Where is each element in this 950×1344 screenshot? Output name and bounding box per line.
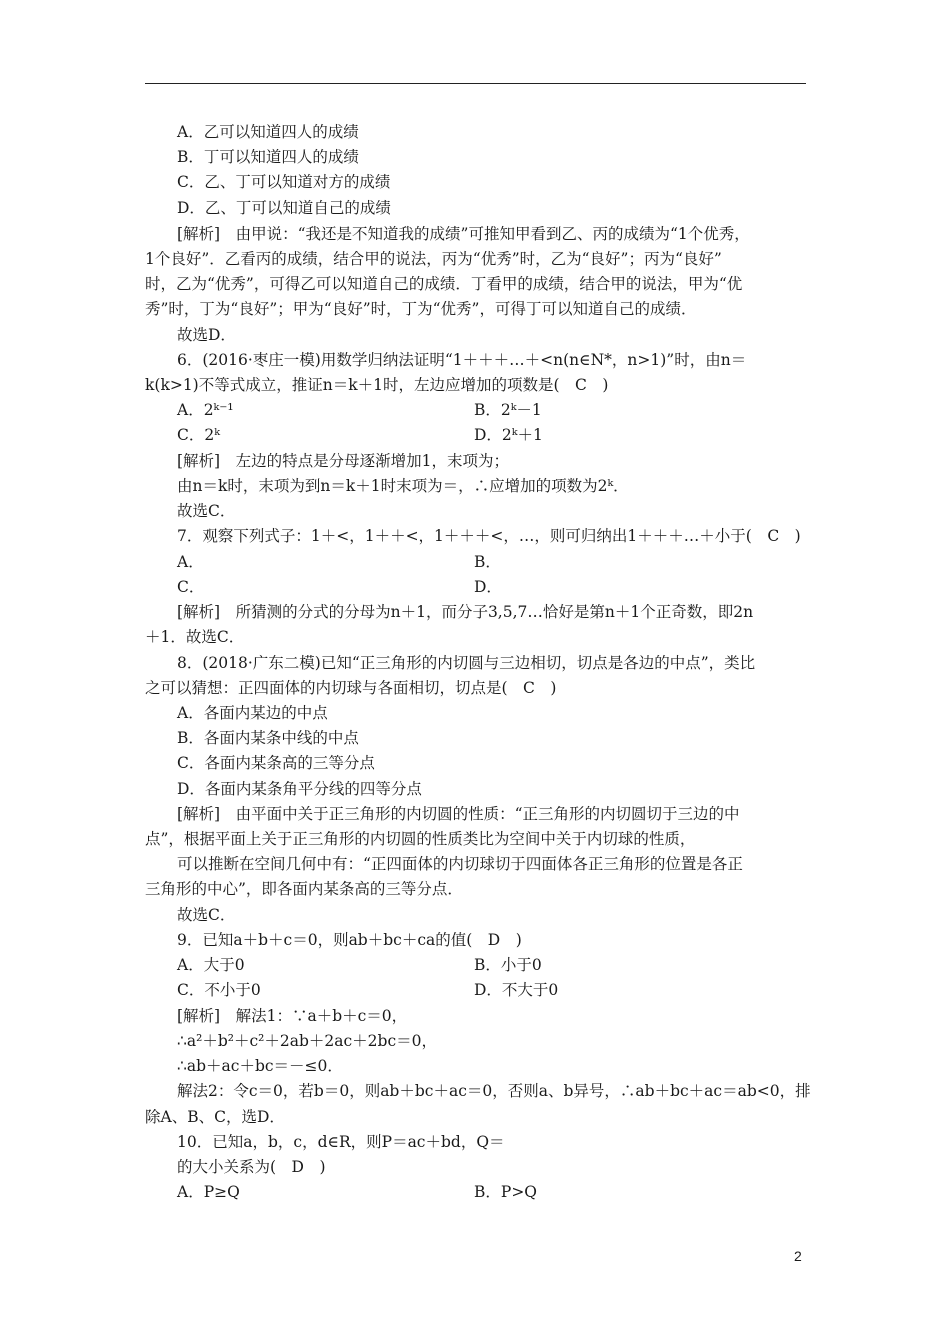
text-line: B． [474, 553, 501, 571]
text-line: [解析] 解法1：∵a＋b＋c＝0， [177, 1007, 408, 1025]
text-line: C．不小于0 [177, 981, 261, 999]
text-line: 1个良好”．乙看丙的成绩，结合甲的说法，丙为“优秀”时，乙为“良好”；丙为“良好” [145, 250, 722, 268]
text-line: 7．观察下列式子：1＋<，1＋＋<，1＋＋＋<，…，则可归纳出1＋＋＋…＋小于( C ) [177, 527, 801, 545]
text-line: A．2ᵏ⁻¹ [177, 401, 234, 419]
text-line: 三角形的中心”，即各面内某条高的三等分点． [145, 880, 463, 898]
text-line: D． [474, 578, 502, 596]
text-line: D．不大于0 [474, 981, 559, 999]
text-line: k(k>1)不等式成立，推证n＝k＋1时，左边应增加的项数是( C ) [145, 376, 609, 394]
text-line: A．P≥Q [177, 1183, 240, 1201]
text-line: C．2ᵏ [177, 426, 220, 444]
text-line: [解析] 由甲说：“我还是不知道我的成绩”可推知甲看到乙、丙的成绩为“1个优秀， [177, 225, 750, 243]
text-line: 解法2：令c＝0，若b＝0，则ab＋bc＋ac＝0，否则a、b异号，∴ab＋bc＋ac＝ab<0，排 [177, 1082, 811, 1100]
text-line: B．丁可以知道四人的成绩 [177, 148, 359, 166]
text-line: [解析] 所猜测的分式的分母为n＋1，而分子3,5,7…恰好是第n＋1个正奇数，即2n [177, 603, 754, 621]
text-line: A．各面内某边的中点 [177, 704, 328, 722]
text-line: 可以推断在空间几何中有：“正四面体的内切球切于四面体各正三角形的位置是各正 [177, 855, 743, 873]
text-line: D．2ᵏ＋1 [474, 426, 543, 444]
text-line: C． [177, 578, 205, 596]
text-line: 故选C． [177, 502, 236, 520]
text-line: ＋1．故选C． [145, 628, 245, 646]
text-line: 故选D． [177, 326, 236, 344]
text-line: B．2ᵏ－1 [474, 401, 542, 419]
text-line: 点”，根据平面上关于正三角形的内切圆的性质类比为空间中关于内切球的性质， [145, 830, 696, 848]
text-line: D．各面内某条角平分线的四等分点 [177, 780, 422, 798]
text-line: 8．(2018·广东二模)已知“正三角形的内切圆与三边相切，切点是各边的中点”，类比 [177, 654, 756, 672]
text-line: 之可以猜想：正四面体的内切球与各面相切，切点是( C ) [145, 679, 557, 697]
text-line: A．乙可以知道四人的成绩 [177, 123, 359, 141]
text-line: D．乙、丁可以知道自己的成绩 [177, 199, 391, 217]
text-line: C．各面内某条高的三等分点 [177, 754, 375, 772]
text-line: ∴a²＋b²＋c²＋2ab＋2ac＋2bc＝0， [177, 1032, 437, 1050]
text-line: B．P>Q [474, 1183, 538, 1201]
text-line: B．各面内某条中线的中点 [177, 729, 359, 747]
page-number: 2 [794, 1248, 802, 1264]
text-line: A． [177, 553, 204, 571]
text-line: 故选C． [177, 906, 236, 924]
text-line: 秀”时，丁为“良好”；甲为“良好”时，丁为“优秀”，可得丁可以知道自己的成绩． [145, 300, 697, 318]
text-line: 由n＝k时，末项为到n＝k＋1时末项为＝，∴应增加的项数为2ᵏ． [177, 477, 629, 495]
text-line: 的大小关系为( D ) [177, 1158, 326, 1176]
text-line: [解析] 左边的特点是分母逐渐增加1，末项为； [177, 452, 509, 470]
header-rule [145, 83, 806, 84]
text-line: C．乙、丁可以知道对方的成绩 [177, 173, 391, 191]
text-line: B．小于0 [474, 956, 542, 974]
text-line: 9．已知a＋b＋c＝0，则ab＋bc＋ca的值( D ) [177, 931, 522, 949]
text-line: 除A、B、C，选D． [145, 1108, 285, 1126]
text-line: 时，乙为“优秀”，可得乙可以知道自己的成绩．丁看甲的成绩，结合甲的说法，甲为“优 [145, 275, 743, 293]
text-line: A．大于0 [177, 956, 245, 974]
text-line: [解析] 由平面中关于正三角形的内切圆的性质：“正三角形的内切圆切于三边的中 [177, 805, 740, 823]
text-line: 10．已知a，b，c，d∈R，则P＝ac＋bd，Q＝ [177, 1133, 505, 1151]
text-line: ∴ab＋ac＋bc＝－≤0． [177, 1057, 343, 1075]
text-line: 6．(2016·枣庄一模)用数学归纳法证明“1＋＋＋…＋<n(n∈N*，n>1)”时，由n＝ [177, 351, 747, 369]
